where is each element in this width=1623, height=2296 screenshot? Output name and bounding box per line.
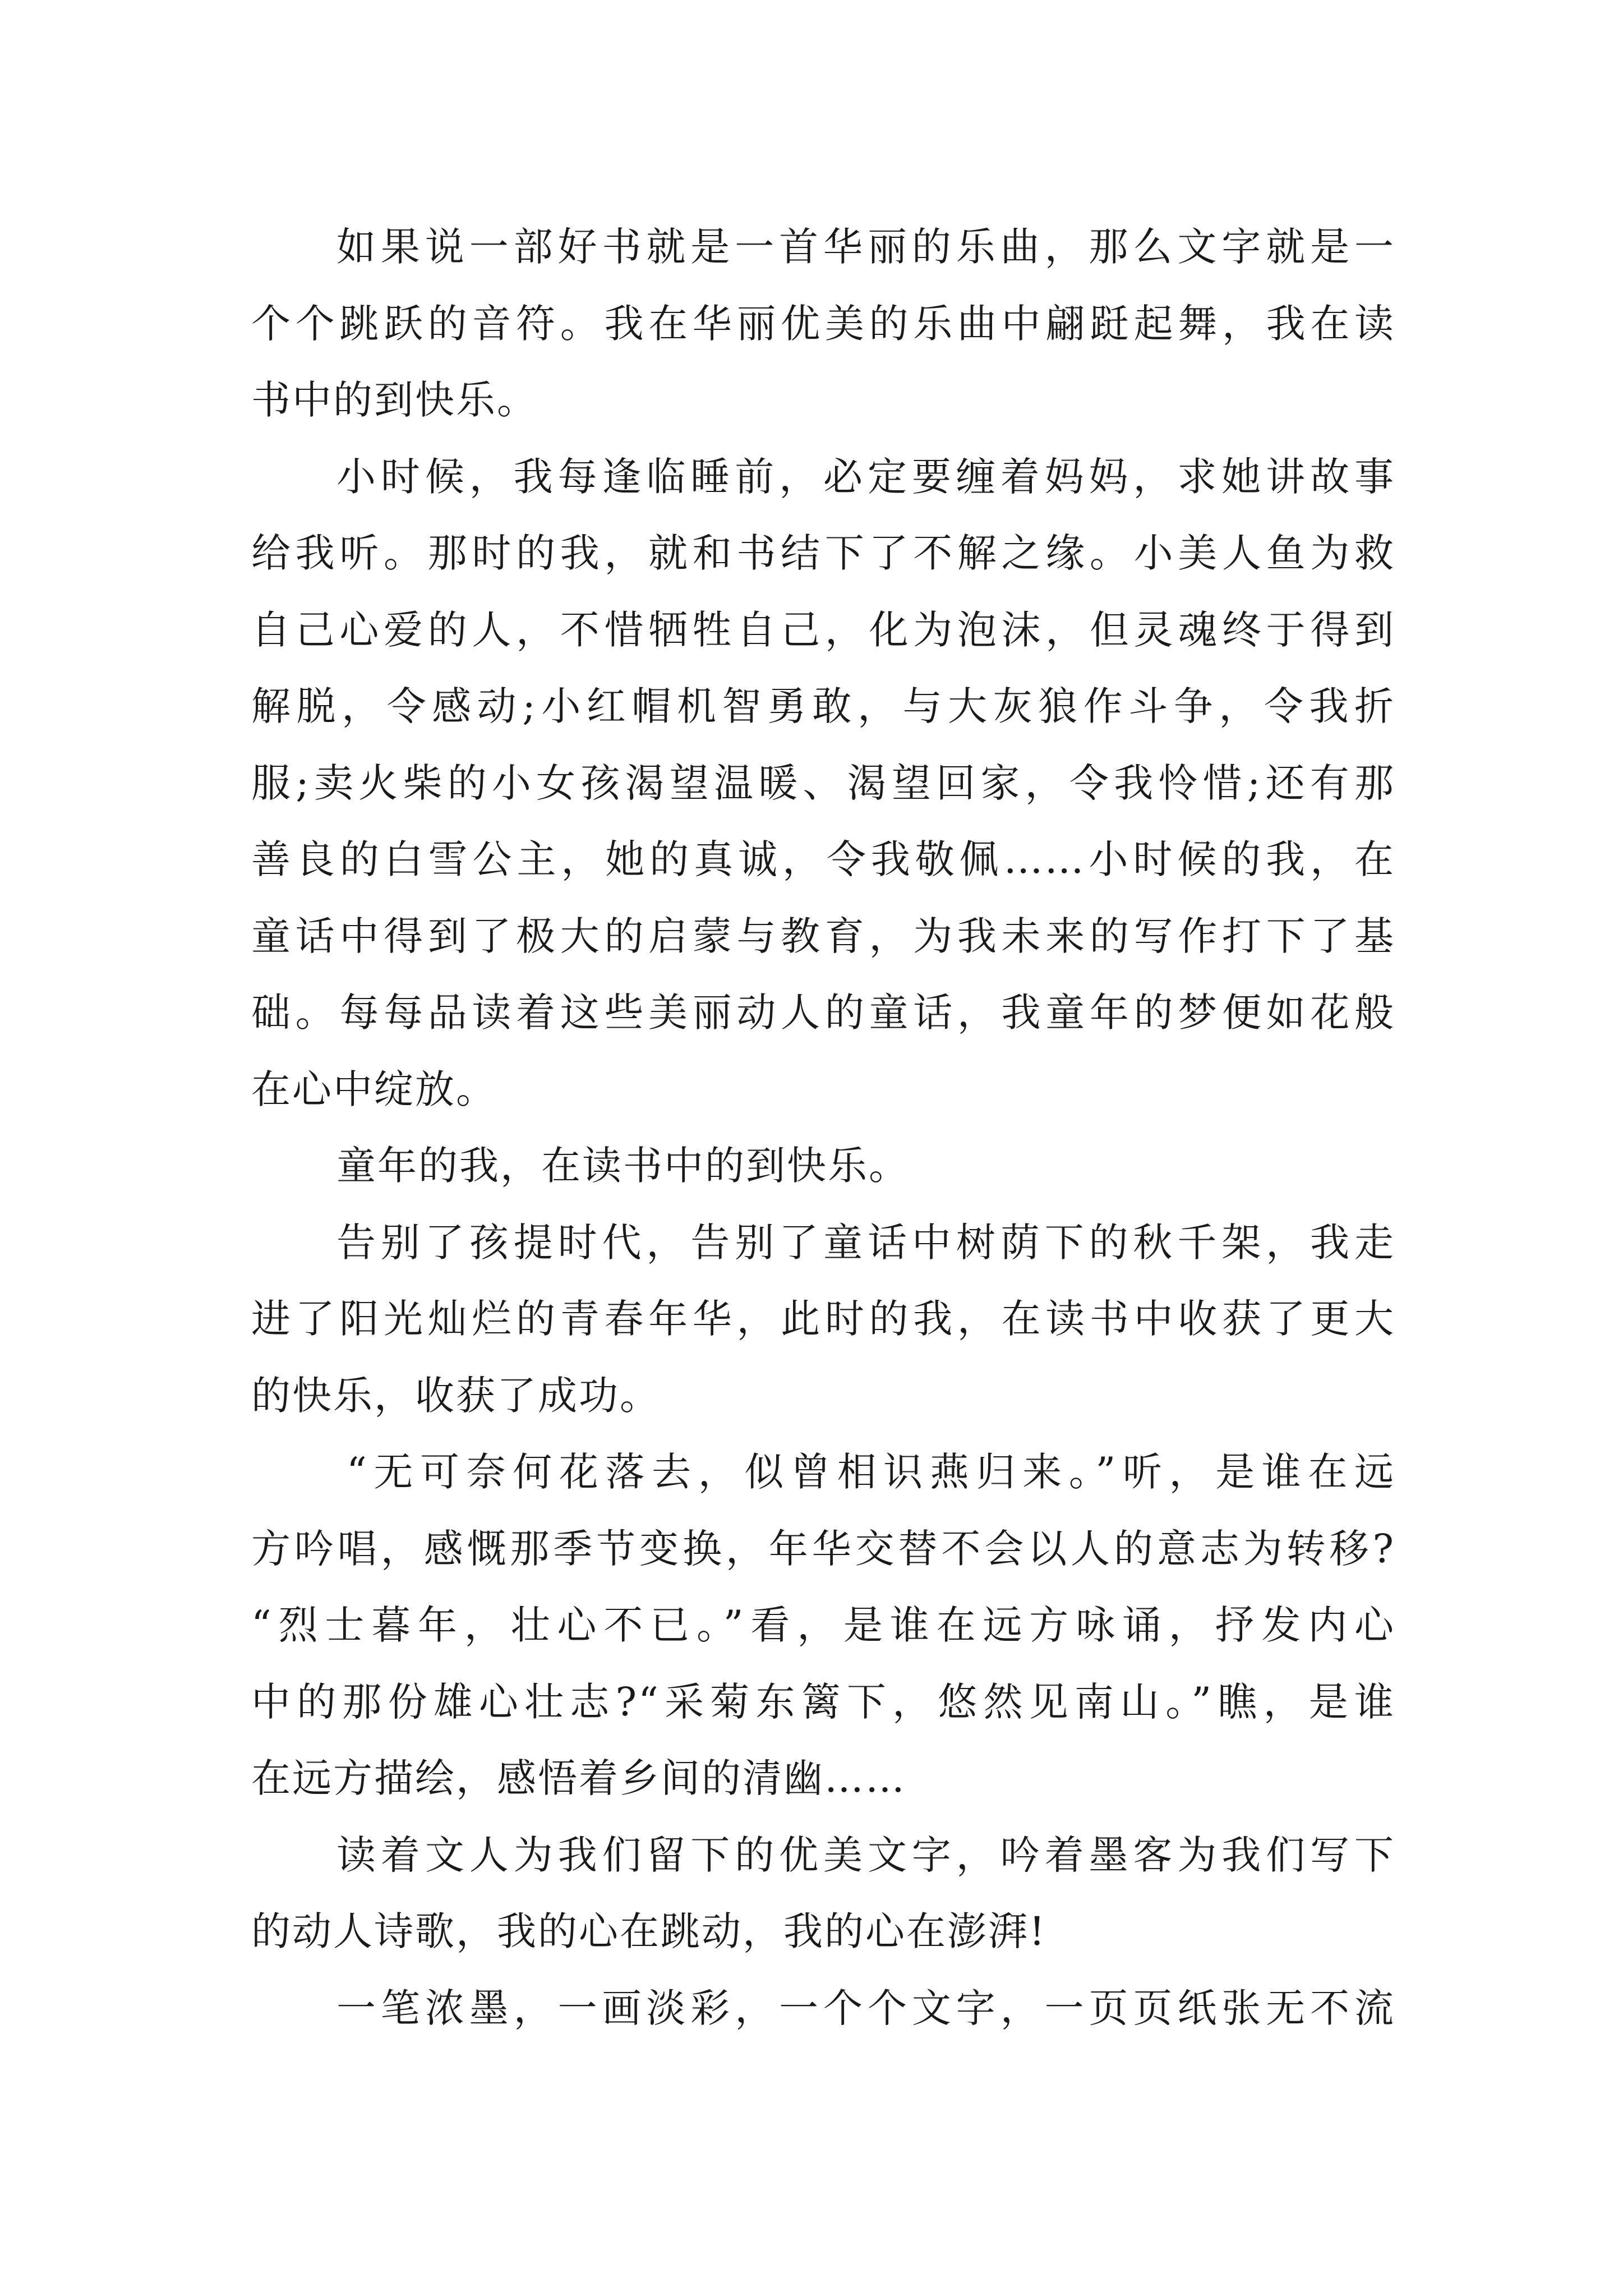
text-line: 小时候，我每逢临睡前，必定要缠着妈妈，求她讲故事 (336, 453, 1395, 500)
text-line: 础。每每品读着这些美丽动人的童话，我童年的梦便如花般 (251, 990, 1395, 1036)
text-line: 一笔浓墨，一画淡彩，一个个文字，一页页纸张无不流 (336, 1985, 1395, 2031)
paragraph-2 (251, 439, 1395, 1128)
text-line: 中的那份雄心壮志?“采菊东篱下，悠然见南山。”瞧，是谁 (251, 1678, 1395, 1725)
paragraph-5 (251, 1434, 1395, 1817)
paragraph-3 (251, 1128, 1395, 1204)
text-line: 在心中绽放。 (251, 1066, 497, 1112)
text-line: 的动人诗歌，我的心在跳动，我的心在澎湃! (251, 1908, 1047, 1954)
paragraph-1 (251, 209, 1395, 439)
text-line: 在远方描绘，感悟着乡间的清幽…… (251, 1755, 906, 1801)
text-line: “无可奈何花落去，似曾相识燕归来。”听，是谁在远 (347, 1449, 1395, 1495)
text-line: 方吟唱，感慨那季节变换，年华交替不会以人的意志为转移? (251, 1525, 1395, 1572)
text-line: 如果说一部好书就是一首华丽的乐曲，那么文字就是一 (336, 224, 1395, 270)
text-line: 童话中得到了极大的启蒙与教育，为我未来的写作打下了基 (251, 913, 1395, 959)
text-line: 个个跳跃的音符。我在华丽优美的乐曲中翩跹起舞，我在读 (251, 300, 1395, 347)
text-line: 善良的白雪公主，她的真诚，令我敬佩……小时候的我，在 (251, 836, 1395, 882)
text-line: 告别了孩提时代，告别了童话中树荫下的秋千架，我走 (336, 1219, 1395, 1266)
text-line: 书中的到快乐。 (251, 377, 538, 423)
text-line: 服;卖火柴的小女孩渴望温暖、渴望回家，令我怜惜;还有那 (251, 760, 1395, 806)
paragraph-4 (251, 1204, 1395, 1434)
text-line: 的快乐，收获了成功。 (251, 1372, 661, 1419)
text-line: 童年的我，在读书中的到快乐。 (336, 1143, 910, 1189)
paragraph-6 (251, 1817, 1395, 1970)
text-line: 给我听。那时的我，就和书结下了不解之缘。小美人鱼为救 (251, 530, 1395, 576)
document-body (251, 209, 1395, 2046)
paragraph-7 (251, 1970, 1395, 2047)
text-line: “烈士暮年，壮心不已。”看，是谁在远方咏诵，抒发内心 (251, 1602, 1395, 1648)
text-line: 解脱，令感动;小红帽机智勇敢，与大灰狼作斗争，令我折 (251, 683, 1395, 729)
text-line: 读着文人为我们留下的优美文字，吟着墨客为我们写下 (336, 1832, 1395, 1878)
text-line: 自己心爱的人，不惜牺牲自己，化为泡沫，但灵魂终于得到 (251, 606, 1395, 653)
text-line: 进了阳光灿烂的青春年华，此时的我，在读书中收获了更大 (251, 1296, 1395, 1342)
